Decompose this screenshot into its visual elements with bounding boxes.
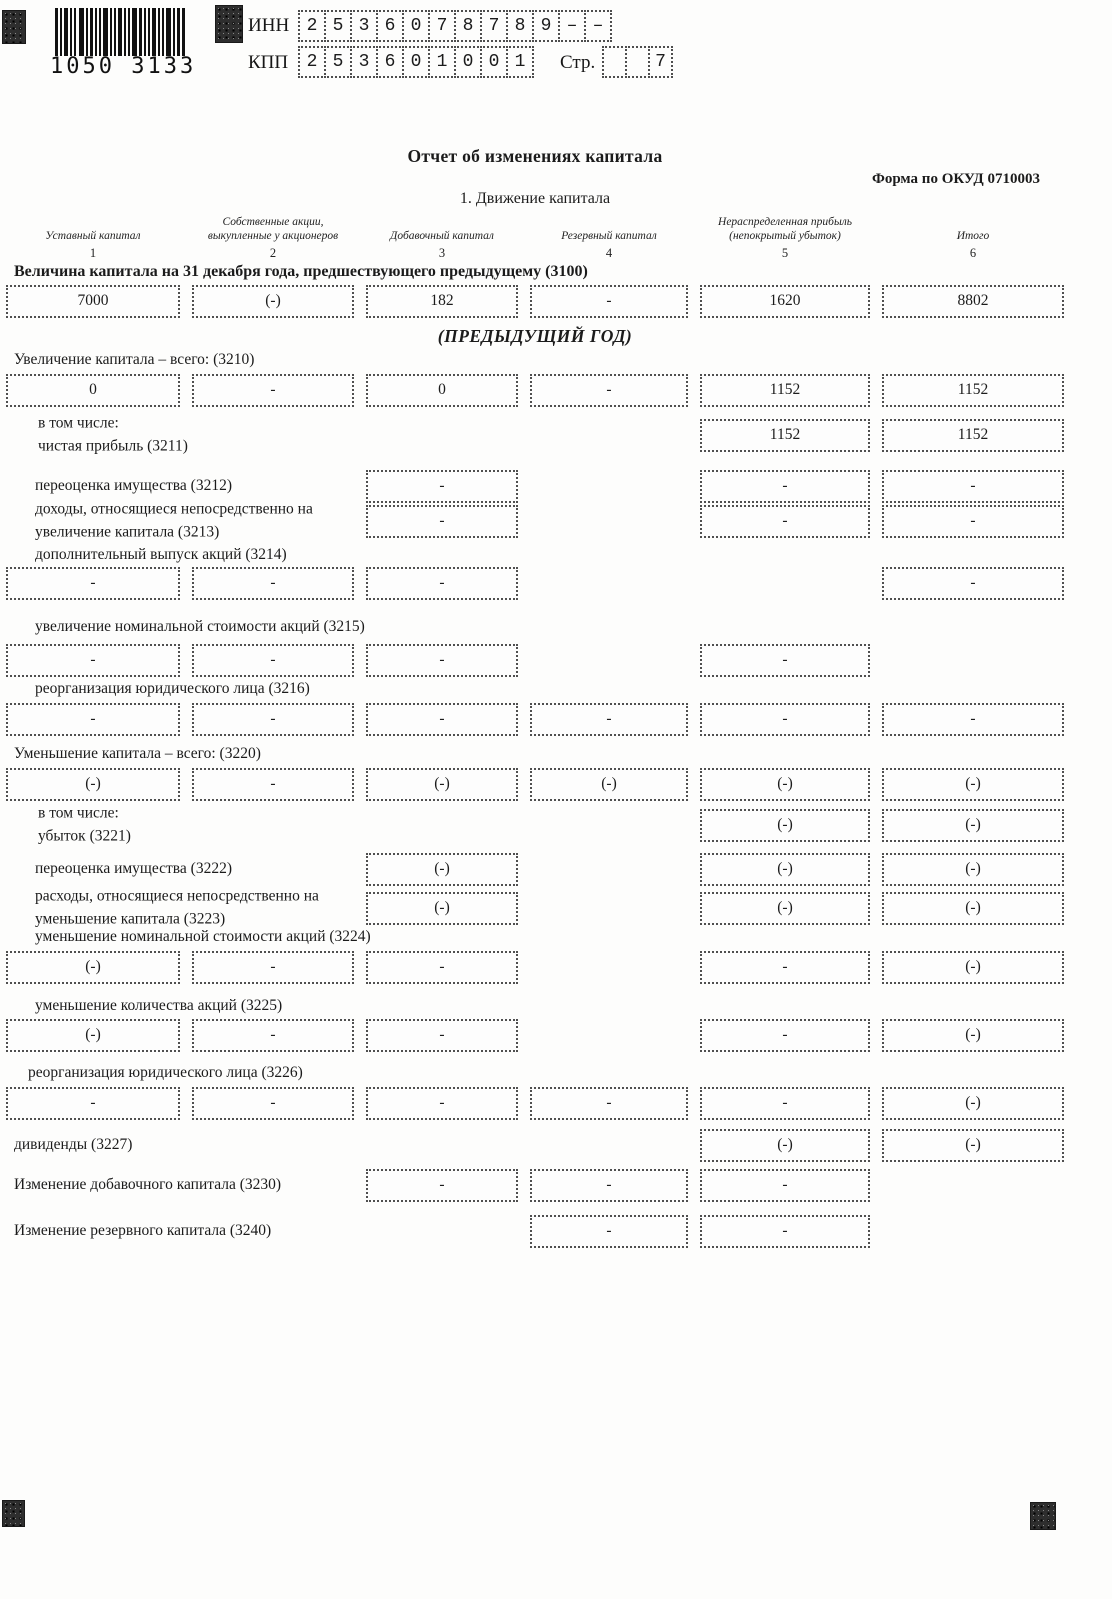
value-box-3224-c2: - — [192, 951, 354, 984]
value-box-3230-c4: - — [530, 1169, 688, 1202]
row-label-3213: доходы, относящиеся непосредственно на увеличение капитала (3213) — [35, 500, 313, 541]
kpp-digit: 6 — [376, 46, 404, 78]
value-box-3240-c5: - — [700, 1215, 870, 1248]
column-header-4 — [530, 230, 688, 261]
value-box-3226-c6: (-) — [882, 1087, 1064, 1120]
row-label-3100: Величина капитала на 31 декабря года, предшествующего предыдущему (3100) — [14, 262, 588, 280]
value-box-3220-c2: - — [192, 768, 354, 801]
column-header-label: Уставный капитал — [45, 229, 141, 242]
kpp-digit: 0 — [480, 46, 508, 78]
section-title: 1. Движение капитала — [459, 190, 611, 207]
row-values-3225 — [0, 1019, 1070, 1052]
page-digit: 7 — [648, 46, 673, 78]
inn-digit: 6 — [376, 10, 404, 42]
value-box-3220-c5: (-) — [700, 768, 870, 801]
row-label-text-3221: убыток (3221) — [38, 827, 131, 845]
value-box-3211-c5: 1152 — [700, 419, 870, 452]
row-3230 — [0, 1169, 1070, 1202]
inn-digit: 0 — [402, 10, 430, 42]
value-box-3214-c1: - — [6, 567, 180, 600]
value-box-3222-c3: (-) — [366, 853, 518, 886]
column-number: 4 — [605, 245, 613, 260]
kpp-digit: 0 — [402, 46, 430, 78]
row-values-3100 — [0, 285, 1070, 318]
registration-mark-inn — [215, 5, 243, 43]
value-box-3100-c4: - — [530, 285, 688, 318]
value-box-3225-c3: - — [366, 1019, 518, 1052]
kpp-digit: 2 — [298, 46, 326, 78]
row-label-3212: переоценка имущества (3212) — [35, 476, 232, 494]
value-box-3210-c4: - — [530, 374, 688, 407]
barcode — [55, 8, 187, 56]
okud-form-code: Форма по ОКУД 0710003 — [871, 171, 1040, 187]
value-box-3215-c3: - — [366, 644, 518, 677]
row-3227 — [0, 1129, 1070, 1162]
value-box-3216-c6: - — [882, 703, 1064, 736]
value-box-3220-c1: (-) — [6, 768, 180, 801]
row-label-3222: переоценка имущества (3222) — [35, 859, 232, 877]
kpp-digit: 0 — [454, 46, 482, 78]
previous-year-banner: (ПРЕДЫДУЩИЙ ГОД) — [437, 325, 633, 346]
inn-digit: 7 — [480, 10, 508, 42]
value-box-3240-c4: - — [530, 1215, 688, 1248]
inn-digit: 3 — [350, 10, 378, 42]
value-box-3230-c3: - — [366, 1169, 518, 1202]
inn-field — [300, 10, 612, 42]
value-box-3100-c1: 7000 — [6, 285, 180, 318]
row-values-3214 — [0, 567, 1070, 600]
document-title: Отчет об изменениях капитала — [407, 146, 663, 166]
value-box-3215-c1: - — [6, 644, 180, 677]
value-box-3216-c4: - — [530, 703, 688, 736]
value-box-3223-c6: (-) — [882, 892, 1064, 925]
row-label-text-3211: чистая прибыль (3211) — [38, 437, 188, 455]
inn-digit: – — [558, 10, 586, 42]
row-3221 — [0, 804, 1070, 845]
value-box-3225-c2: - — [192, 1019, 354, 1052]
value-box-3223-c5: (-) — [700, 892, 870, 925]
value-box-3216-c3: - — [366, 703, 518, 736]
row-values-3224 — [0, 951, 1070, 984]
value-box-3214-c3: - — [366, 567, 518, 600]
column-number: 2 — [269, 245, 277, 260]
column-header-label: Резервный капитал — [561, 229, 657, 242]
value-box-3210-c6: 1152 — [882, 374, 1064, 407]
inn-digit: 9 — [532, 10, 560, 42]
inn-digit: 8 — [506, 10, 534, 42]
row-label-3220: Уменьшение капитала – всего: (3220) — [14, 744, 261, 762]
kpp-digit: 5 — [324, 46, 352, 78]
value-box-3220-c6: (-) — [882, 768, 1064, 801]
row-prefix-3221: в том числе: — [38, 804, 119, 822]
kpp-field — [300, 46, 534, 78]
column-header-label: Собственные акции, выкупленные у акционеров — [207, 216, 339, 242]
value-box-3100-c2: (-) — [192, 285, 354, 318]
registration-mark-bottom-left — [2, 1500, 25, 1527]
value-box-3226-c1: - — [6, 1087, 180, 1120]
page-number-field — [604, 46, 673, 78]
inn-digit: 2 — [298, 10, 326, 42]
registration-mark-top-left — [2, 10, 26, 44]
value-box-3210-c5: 1152 — [700, 374, 870, 407]
column-header-label: Добавочный капитал — [390, 229, 494, 242]
inn-label: ИНН — [248, 15, 290, 36]
value-box-3220-c3: (-) — [366, 768, 518, 801]
row-label-3224: уменьшение номинальной стоимости акций (3224) — [35, 927, 371, 945]
column-number: 6 — [969, 245, 977, 260]
row-values-3227 — [0, 1129, 1070, 1162]
column-header-3 — [366, 230, 518, 261]
value-box-3216-c2: - — [192, 703, 354, 736]
value-box-3212-c6: - — [882, 470, 1064, 503]
value-box-3230-c5: - — [700, 1169, 870, 1202]
column-number: 1 — [89, 245, 97, 260]
value-box-3213-c5: - — [700, 505, 870, 538]
value-box-3220-c4: (-) — [530, 768, 688, 801]
row-3213 — [0, 500, 1070, 541]
kpp-digit: 1 — [428, 46, 456, 78]
value-box-3216-c1: - — [6, 703, 180, 736]
value-box-3222-c6: (-) — [882, 853, 1064, 886]
value-box-3210-c2: - — [192, 374, 354, 407]
column-header-6 — [882, 230, 1064, 261]
row-label-3227: дивиденды (3227) — [14, 1135, 133, 1153]
value-box-3226-c4: - — [530, 1087, 688, 1120]
page-number-label: Стр. — [560, 52, 596, 73]
row-values-3216 — [0, 703, 1070, 736]
row-3240 — [0, 1215, 1070, 1248]
row-label-3225: уменьшение количества акций (3225) — [35, 996, 283, 1014]
column-number: 5 — [781, 245, 789, 260]
row-3223 — [0, 887, 1070, 928]
kpp-digit: 3 — [350, 46, 378, 78]
value-box-3216-c5: - — [700, 703, 870, 736]
value-box-3213-c6: - — [882, 505, 1064, 538]
value-box-3222-c5: (-) — [700, 853, 870, 886]
column-header-label: Итого — [956, 229, 990, 242]
row-label-3223: расходы, относящиеся непосредственно на уменьшение капитала (3223) — [35, 887, 319, 928]
value-box-3226-c3: - — [366, 1087, 518, 1120]
row-label-3216: реорганизация юридического лица (3216) — [35, 679, 310, 697]
value-box-3226-c5: - — [700, 1087, 870, 1120]
kpp-label: КПП — [248, 52, 289, 73]
barcode-number: 1050 3133 — [50, 54, 197, 79]
value-box-3212-c3: - — [366, 470, 518, 503]
value-box-3221-c6: (-) — [882, 809, 1064, 842]
value-box-3212-c5: - — [700, 470, 870, 503]
row-label-3230: Изменение добавочного капитала (3230) — [14, 1175, 282, 1193]
value-box-3211-c6: 1152 — [882, 419, 1064, 452]
row-values-3210 — [0, 374, 1070, 407]
form-body — [0, 146, 1070, 1248]
inn-digit: – — [584, 10, 612, 42]
column-header-label: Нераспределенная прибыль (непокрытый убыток) — [718, 216, 852, 242]
value-box-3100-c3: 182 — [366, 285, 518, 318]
row-label-3221 — [38, 803, 131, 848]
row-3222 — [0, 853, 1070, 886]
row-label-3210: Увеличение капитала – всего: (3210) — [14, 350, 255, 368]
value-box-3224-c3: - — [366, 951, 518, 984]
column-header-5 — [700, 216, 870, 261]
row-label-3214: дополнительный выпуск акций (3214) — [35, 545, 287, 563]
value-box-3214-c6: - — [882, 567, 1064, 600]
value-box-3214-c2: - — [192, 567, 354, 600]
row-label-3240: Изменение резервного капитала (3240) — [14, 1221, 272, 1239]
value-box-3215-c5: - — [700, 644, 870, 677]
value-box-3221-c5: (-) — [700, 809, 870, 842]
value-box-3225-c1: (-) — [6, 1019, 180, 1052]
value-box-3227-c6: (-) — [882, 1129, 1064, 1162]
page-digit — [625, 46, 650, 78]
value-box-3223-c3: (-) — [366, 892, 518, 925]
value-box-3213-c3: - — [366, 505, 518, 538]
column-headers — [0, 216, 1070, 261]
row-label-3215: увеличение номинальной стоимости акций (3215) — [35, 617, 365, 635]
page-digit — [602, 46, 627, 78]
row-prefix-3211: в том числе: — [38, 414, 119, 432]
value-box-3225-c5: - — [700, 1019, 870, 1052]
kpp-digit: 1 — [506, 46, 534, 78]
row-values-3226 — [0, 1087, 1070, 1120]
row-label-3226: реорганизация юридического лица (3226) — [28, 1063, 303, 1081]
row-values-3221 — [0, 809, 1070, 842]
value-box-3225-c6: (-) — [882, 1019, 1064, 1052]
column-number: 3 — [438, 245, 446, 260]
value-box-3210-c1: 0 — [6, 374, 180, 407]
value-box-3224-c6: (-) — [882, 951, 1064, 984]
row-values-3220 — [0, 768, 1070, 801]
column-header-1 — [6, 230, 180, 261]
value-box-3100-c5: 1620 — [700, 285, 870, 318]
value-box-3100-c6: 8802 — [882, 285, 1064, 318]
inn-digit: 8 — [454, 10, 482, 42]
row-3211 — [0, 414, 1070, 455]
value-box-3210-c3: 0 — [366, 374, 518, 407]
value-box-3224-c5: - — [700, 951, 870, 984]
column-header-2 — [192, 216, 354, 261]
row-label-3211 — [38, 413, 188, 458]
inn-digit: 5 — [324, 10, 352, 42]
value-box-3227-c5: (-) — [700, 1129, 870, 1162]
value-box-3224-c1: (-) — [6, 951, 180, 984]
row-values-3215 — [0, 644, 1070, 677]
registration-mark-bottom-right — [1030, 1502, 1056, 1530]
value-box-3226-c2: - — [192, 1087, 354, 1120]
inn-digit: 7 — [428, 10, 456, 42]
value-box-3215-c2: - — [192, 644, 354, 677]
